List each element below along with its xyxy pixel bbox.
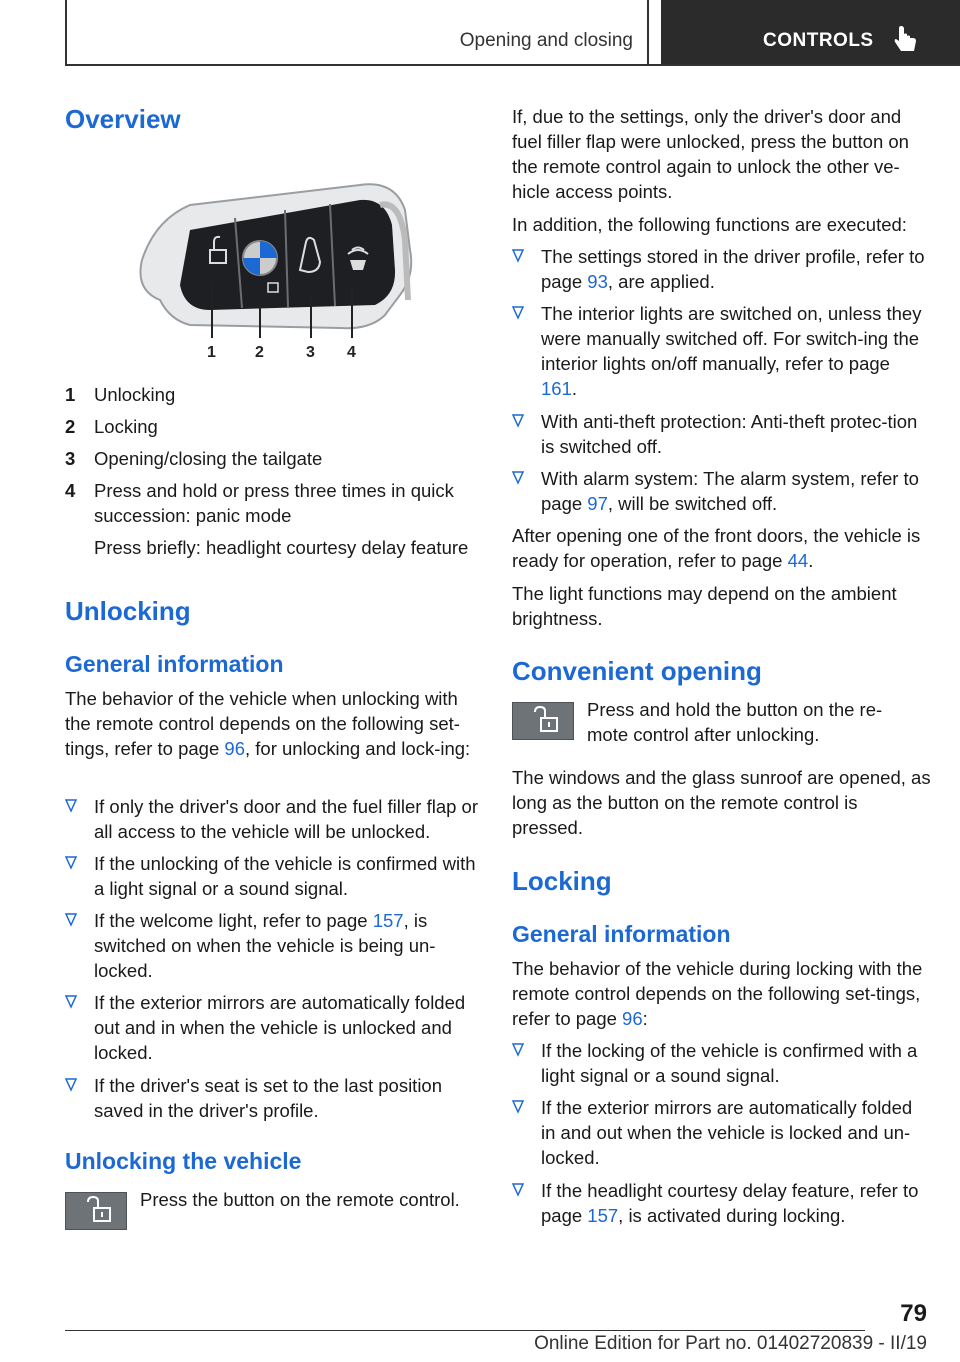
- unlocking-intro: The behavior of the vehicle when unlocking with the remote control depends on the following set-tings, refer to page 96, for unlocking and lock-ing:: [65, 688, 471, 759]
- page-link[interactable]: 93: [587, 271, 608, 292]
- right-paragraph-1: If, due to the settings, only the driver's door and fuel filler flap were unlocked, press the button on the remote control again to unlock the other ve-hicle access points.: [512, 106, 909, 202]
- callout-3: 3: [306, 344, 315, 360]
- triangle-bullet-icon: [512, 306, 524, 320]
- unlock-button-icon: [512, 702, 574, 740]
- triangle-bullet-icon: [512, 471, 524, 485]
- unlocking-vehicle-text: Press the button on the remote control.: [140, 1189, 460, 1210]
- header-rule: [65, 64, 960, 66]
- page-number: 79: [900, 1300, 927, 1327]
- page-link[interactable]: 44: [787, 550, 809, 571]
- right-paragraph-2: In addition, the following functions are executed:: [512, 214, 907, 235]
- unlocking-general-heading: General information: [65, 651, 284, 677]
- callout-4: 4: [347, 344, 356, 360]
- unlock-button-icon: [65, 1192, 127, 1230]
- locking-intro: The behavior of the vehicle during locking with the remote control depends on the following set-tings, refer to page 96:: [512, 958, 923, 1029]
- right-paragraph-3: After opening one of the front doors, the vehicle is ready for operation, refer to page 44.: [512, 525, 921, 571]
- page-link[interactable]: 96: [622, 1008, 643, 1029]
- callout-2: 2: [255, 344, 264, 360]
- header-chapter-tab: [661, 0, 960, 65]
- triangle-bullet-icon: [512, 249, 524, 263]
- convenient-opening-heading: Convenient opening: [512, 656, 762, 686]
- locking-general-heading: General information: [512, 921, 731, 947]
- page-link[interactable]: 161: [541, 378, 572, 399]
- callout-1: 1: [207, 344, 216, 360]
- footer-rule: [65, 1330, 865, 1331]
- header-section-title: Opening and closing: [459, 30, 633, 51]
- overview-heading: Overview: [65, 104, 181, 134]
- unlocking-vehicle-heading: Unlocking the vehicle: [65, 1148, 302, 1174]
- triangle-bullet-icon: [65, 799, 77, 813]
- right-paragraph-4: The light functions may depend on the ambient brightness.: [512, 583, 897, 629]
- convenient-opening-after: The windows and the glass sunroof are opened, as long as the button on the remote control is pressed.: [512, 767, 931, 838]
- triangle-bullet-icon: [512, 1183, 524, 1197]
- footer-edition: Online Edition for Part no. 01402720839 - II/19: [534, 1333, 927, 1354]
- convenient-opening-text: Press and hold the button on the re-mote control after unlocking.: [587, 699, 883, 745]
- triangle-bullet-icon: [65, 1078, 77, 1092]
- triangle-bullet-icon: [512, 1100, 524, 1114]
- hand-pointer-icon: [893, 26, 919, 54]
- header-chapter-label: CONTROLS: [763, 30, 874, 51]
- triangle-bullet-icon: [65, 995, 77, 1009]
- header-section: [67, 0, 649, 64]
- triangle-bullet-icon: [512, 1043, 524, 1057]
- page-link[interactable]: 96: [224, 738, 245, 759]
- locking-heading: Locking: [512, 866, 612, 896]
- unlocking-heading: Unlocking: [65, 596, 191, 626]
- page-link[interactable]: 157: [587, 1205, 619, 1226]
- page-link[interactable]: 97: [587, 493, 608, 514]
- triangle-bullet-icon: [65, 856, 77, 870]
- key-fob-illustration: [130, 180, 420, 360]
- triangle-bullet-icon: [512, 414, 524, 428]
- page-link[interactable]: 157: [372, 910, 404, 931]
- legend-extra: Press briefly: headlight courtesy delay feature: [94, 537, 469, 558]
- triangle-bullet-icon: [65, 913, 77, 927]
